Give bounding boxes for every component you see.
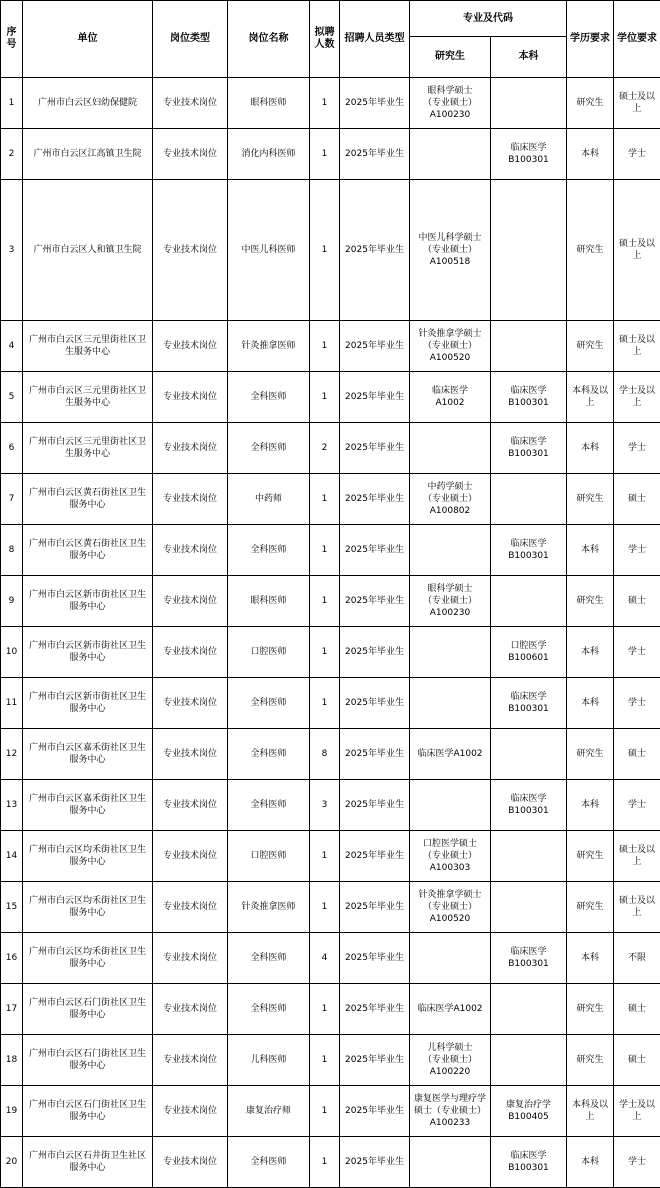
table-row bbox=[1, 129, 660, 180]
table-row bbox=[1, 627, 660, 678]
cell-degree: 学士 bbox=[614, 780, 660, 831]
cell-recruit-type: 2025年毕业生 bbox=[340, 321, 410, 372]
table-row bbox=[1, 321, 660, 372]
cell-education: 研究生 bbox=[567, 321, 614, 372]
cell-count: 1 bbox=[310, 1035, 340, 1086]
cell-education: 研究生 bbox=[567, 831, 614, 882]
cell-undergrad-major bbox=[491, 831, 567, 882]
cell-degree: 硕士 bbox=[614, 474, 660, 525]
table-row bbox=[1, 474, 660, 525]
cell-post-name: 中医儿科医师 bbox=[228, 180, 310, 321]
cell-seq: 17 bbox=[1, 984, 23, 1035]
cell-count: 1 bbox=[310, 882, 340, 933]
cell-post-name: 眼科医师 bbox=[228, 576, 310, 627]
table-row bbox=[1, 984, 660, 1035]
cell-seq: 16 bbox=[1, 933, 23, 984]
cell-graduate-major: 眼科学硕士 （专业硕士） A100230 bbox=[410, 576, 491, 627]
cell-undergrad-major bbox=[491, 474, 567, 525]
cell-degree: 硕士及以上 bbox=[614, 78, 660, 129]
table-row bbox=[1, 1137, 660, 1188]
cell-graduate-major bbox=[410, 423, 491, 474]
table-row bbox=[1, 78, 660, 129]
cell-post-name: 针灸推拿医师 bbox=[228, 321, 310, 372]
cell-undergrad-major bbox=[491, 321, 567, 372]
header-post-type: 岗位类型 bbox=[153, 1, 228, 78]
cell-post-type: 专业技术岗位 bbox=[153, 984, 228, 1035]
cell-seq: 6 bbox=[1, 423, 23, 474]
cell-unit: 广州市白云区石门街社区卫生服务中心 bbox=[23, 984, 153, 1035]
cell-post-type: 专业技术岗位 bbox=[153, 180, 228, 321]
cell-undergrad-major bbox=[491, 882, 567, 933]
cell-unit: 广州市白云区三元里街社区卫生服务中心 bbox=[23, 372, 153, 423]
cell-undergrad-major: 临床医学 B100301 bbox=[491, 780, 567, 831]
cell-undergrad-major: 临床医学 B100301 bbox=[491, 933, 567, 984]
cell-degree: 硕士 bbox=[614, 1035, 660, 1086]
cell-count: 3 bbox=[310, 780, 340, 831]
cell-recruit-type: 2025年毕业生 bbox=[340, 78, 410, 129]
cell-undergrad-major: 临床医学 B100301 bbox=[491, 678, 567, 729]
cell-post-name: 全科医师 bbox=[228, 984, 310, 1035]
table-row bbox=[1, 1086, 660, 1137]
cell-degree: 硕士 bbox=[614, 984, 660, 1035]
cell-seq: 19 bbox=[1, 1086, 23, 1137]
cell-count: 1 bbox=[310, 129, 340, 180]
cell-seq: 11 bbox=[1, 678, 23, 729]
cell-recruit-type: 2025年毕业生 bbox=[340, 1086, 410, 1137]
cell-unit: 广州市白云区嘉禾街社区卫生服务中心 bbox=[23, 780, 153, 831]
cell-count: 1 bbox=[310, 1086, 340, 1137]
cell-recruit-type: 2025年毕业生 bbox=[340, 1035, 410, 1086]
cell-post-type: 专业技术岗位 bbox=[153, 831, 228, 882]
cell-unit: 广州市白云区江高镇卫生院 bbox=[23, 129, 153, 180]
cell-seq: 3 bbox=[1, 180, 23, 321]
header-graduate: 研究生 bbox=[410, 37, 491, 78]
cell-education: 研究生 bbox=[567, 984, 614, 1035]
cell-unit: 广州市白云区三元里街社区卫生服务中心 bbox=[23, 321, 153, 372]
cell-graduate-major bbox=[410, 627, 491, 678]
cell-degree: 不限 bbox=[614, 933, 660, 984]
cell-recruit-type: 2025年毕业生 bbox=[340, 525, 410, 576]
cell-count: 8 bbox=[310, 729, 340, 780]
table-row bbox=[1, 576, 660, 627]
cell-seq: 7 bbox=[1, 474, 23, 525]
cell-undergrad-major bbox=[491, 180, 567, 321]
header-post-name: 岗位名称 bbox=[228, 1, 310, 78]
cell-count: 1 bbox=[310, 180, 340, 321]
cell-recruit-type: 2025年毕业生 bbox=[340, 576, 410, 627]
cell-graduate-major bbox=[410, 678, 491, 729]
cell-count: 4 bbox=[310, 933, 340, 984]
cell-unit: 广州市白云区石门街社区卫生服务中心 bbox=[23, 1086, 153, 1137]
cell-graduate-major bbox=[410, 933, 491, 984]
cell-post-name: 眼科医师 bbox=[228, 78, 310, 129]
cell-recruit-type: 2025年毕业生 bbox=[340, 423, 410, 474]
cell-count: 1 bbox=[310, 78, 340, 129]
cell-seq: 12 bbox=[1, 729, 23, 780]
cell-recruit-type: 2025年毕业生 bbox=[340, 729, 410, 780]
cell-graduate-major: 康复医学与理疗学硕士（专业硕士）A100233 bbox=[410, 1086, 491, 1137]
cell-post-name: 口腔医师 bbox=[228, 627, 310, 678]
cell-count: 1 bbox=[310, 576, 340, 627]
cell-seq: 5 bbox=[1, 372, 23, 423]
cell-count: 1 bbox=[310, 1137, 340, 1188]
header-count: 拟聘人数 bbox=[310, 1, 340, 78]
header-seq: 序号 bbox=[1, 1, 23, 78]
header-unit: 单位 bbox=[23, 1, 153, 78]
table-row bbox=[1, 678, 660, 729]
cell-count: 1 bbox=[310, 831, 340, 882]
cell-graduate-major: 针灸推拿学硕士 （专业硕士） A100520 bbox=[410, 882, 491, 933]
cell-post-type: 专业技术岗位 bbox=[153, 78, 228, 129]
cell-post-type: 专业技术岗位 bbox=[153, 129, 228, 180]
cell-count: 1 bbox=[310, 984, 340, 1035]
cell-unit: 广州市白云区均禾街社区卫生服务中心 bbox=[23, 933, 153, 984]
cell-undergrad-major: 临床医学 B100301 bbox=[491, 129, 567, 180]
cell-post-type: 专业技术岗位 bbox=[153, 729, 228, 780]
header-undergrad: 本科 bbox=[491, 37, 567, 78]
cell-post-name: 康复治疗师 bbox=[228, 1086, 310, 1137]
cell-unit: 广州市白云区均禾街社区卫生服务中心 bbox=[23, 831, 153, 882]
cell-post-type: 专业技术岗位 bbox=[153, 780, 228, 831]
cell-post-type: 专业技术岗位 bbox=[153, 576, 228, 627]
cell-unit: 广州市白云区石井街卫生社区服务中心 bbox=[23, 1137, 153, 1188]
cell-post-type: 专业技术岗位 bbox=[153, 474, 228, 525]
cell-post-name: 全科医师 bbox=[228, 525, 310, 576]
cell-post-type: 专业技术岗位 bbox=[153, 525, 228, 576]
cell-post-name: 口腔医师 bbox=[228, 831, 310, 882]
cell-degree: 学士 bbox=[614, 678, 660, 729]
cell-seq: 18 bbox=[1, 1035, 23, 1086]
cell-count: 1 bbox=[310, 474, 340, 525]
cell-graduate-major bbox=[410, 525, 491, 576]
cell-post-name: 全科医师 bbox=[228, 678, 310, 729]
cell-graduate-major: 临床医学A1002 bbox=[410, 729, 491, 780]
cell-post-name: 全科医师 bbox=[228, 780, 310, 831]
cell-post-type: 专业技术岗位 bbox=[153, 372, 228, 423]
table-row bbox=[1, 882, 660, 933]
cell-degree: 学士 bbox=[614, 627, 660, 678]
cell-degree: 学士及以上 bbox=[614, 372, 660, 423]
cell-undergrad-major: 临床医学 B100301 bbox=[491, 525, 567, 576]
cell-degree: 硕士及以上 bbox=[614, 180, 660, 321]
cell-degree: 硕士及以上 bbox=[614, 321, 660, 372]
cell-unit: 广州市白云区黄石街社区卫生服务中心 bbox=[23, 474, 153, 525]
cell-undergrad-major bbox=[491, 729, 567, 780]
cell-undergrad-major bbox=[491, 984, 567, 1035]
cell-unit: 广州市白云区妇幼保健院 bbox=[23, 78, 153, 129]
table-row bbox=[1, 423, 660, 474]
cell-graduate-major: 针灸推拿学硕士 （专业硕士） A100520 bbox=[410, 321, 491, 372]
table-row bbox=[1, 780, 660, 831]
cell-education: 研究生 bbox=[567, 474, 614, 525]
cell-undergrad-major: 临床医学 B100301 bbox=[491, 423, 567, 474]
cell-count: 1 bbox=[310, 372, 340, 423]
cell-recruit-type: 2025年毕业生 bbox=[340, 780, 410, 831]
cell-recruit-type: 2025年毕业生 bbox=[340, 180, 410, 321]
cell-unit: 广州市白云区嘉禾街社区卫生服务中心 bbox=[23, 729, 153, 780]
cell-post-name: 消化内科医师 bbox=[228, 129, 310, 180]
cell-seq: 9 bbox=[1, 576, 23, 627]
cell-unit: 广州市白云区三元里街社区卫生服务中心 bbox=[23, 423, 153, 474]
cell-graduate-major bbox=[410, 780, 491, 831]
cell-undergrad-major bbox=[491, 576, 567, 627]
table-row bbox=[1, 525, 660, 576]
cell-recruit-type: 2025年毕业生 bbox=[340, 1137, 410, 1188]
cell-education: 本科及以上 bbox=[567, 372, 614, 423]
table-row bbox=[1, 372, 660, 423]
table-row bbox=[1, 180, 660, 321]
header-recruit-type: 招聘人员类型 bbox=[340, 1, 410, 78]
cell-seq: 10 bbox=[1, 627, 23, 678]
cell-degree: 学士 bbox=[614, 1137, 660, 1188]
table-body bbox=[1, 78, 660, 1188]
cell-unit: 广州市白云区新市街社区卫生服务中心 bbox=[23, 576, 153, 627]
cell-post-type: 专业技术岗位 bbox=[153, 627, 228, 678]
table-row bbox=[1, 729, 660, 780]
cell-post-type: 专业技术岗位 bbox=[153, 933, 228, 984]
cell-recruit-type: 2025年毕业生 bbox=[340, 372, 410, 423]
cell-post-type: 专业技术岗位 bbox=[153, 321, 228, 372]
cell-seq: 13 bbox=[1, 780, 23, 831]
cell-post-type: 专业技术岗位 bbox=[153, 1035, 228, 1086]
cell-degree: 硕士及以上 bbox=[614, 882, 660, 933]
cell-undergrad-major bbox=[491, 1035, 567, 1086]
cell-post-type: 专业技术岗位 bbox=[153, 1086, 228, 1137]
header-major-group: 专业及代码 bbox=[410, 1, 567, 37]
cell-education: 本科 bbox=[567, 678, 614, 729]
cell-post-name: 全科医师 bbox=[228, 933, 310, 984]
cell-education: 本科 bbox=[567, 780, 614, 831]
cell-education: 本科及以上 bbox=[567, 1086, 614, 1137]
cell-degree: 学士及以上 bbox=[614, 1086, 660, 1137]
cell-recruit-type: 2025年毕业生 bbox=[340, 984, 410, 1035]
cell-post-type: 专业技术岗位 bbox=[153, 423, 228, 474]
header-education: 学历要求 bbox=[567, 1, 614, 78]
cell-unit: 广州市白云区黄石街社区卫生服务中心 bbox=[23, 525, 153, 576]
cell-education: 本科 bbox=[567, 129, 614, 180]
cell-count: 2 bbox=[310, 423, 340, 474]
cell-post-name: 全科医师 bbox=[228, 1137, 310, 1188]
cell-degree: 硕士 bbox=[614, 729, 660, 780]
cell-unit: 广州市白云区新市街社区卫生服务中心 bbox=[23, 678, 153, 729]
cell-education: 研究生 bbox=[567, 180, 614, 321]
cell-education: 研究生 bbox=[567, 78, 614, 129]
cell-undergrad-major: 临床医学 B100301 bbox=[491, 372, 567, 423]
cell-post-name: 中药师 bbox=[228, 474, 310, 525]
cell-degree: 硕士及以上 bbox=[614, 831, 660, 882]
cell-education: 本科 bbox=[567, 627, 614, 678]
cell-count: 1 bbox=[310, 525, 340, 576]
cell-education: 研究生 bbox=[567, 882, 614, 933]
cell-seq: 8 bbox=[1, 525, 23, 576]
cell-unit: 广州市白云区石门街社区卫生服务中心 bbox=[23, 1035, 153, 1086]
cell-graduate-major: 临床医学A1002 bbox=[410, 984, 491, 1035]
cell-graduate-major bbox=[410, 1137, 491, 1188]
cell-seq: 4 bbox=[1, 321, 23, 372]
cell-seq: 20 bbox=[1, 1137, 23, 1188]
cell-post-name: 儿科医师 bbox=[228, 1035, 310, 1086]
header-degree: 学位要求 bbox=[614, 1, 660, 78]
cell-degree: 学士 bbox=[614, 423, 660, 474]
cell-education: 研究生 bbox=[567, 1035, 614, 1086]
cell-post-type: 专业技术岗位 bbox=[153, 882, 228, 933]
table-row bbox=[1, 1035, 660, 1086]
table-row bbox=[1, 933, 660, 984]
cell-education: 研究生 bbox=[567, 729, 614, 780]
table-header bbox=[1, 1, 660, 78]
cell-recruit-type: 2025年毕业生 bbox=[340, 933, 410, 984]
cell-recruit-type: 2025年毕业生 bbox=[340, 831, 410, 882]
cell-education: 本科 bbox=[567, 1137, 614, 1188]
cell-education: 研究生 bbox=[567, 576, 614, 627]
cell-undergrad-major: 口腔医学 B100601 bbox=[491, 627, 567, 678]
cell-unit: 广州市白云区人和镇卫生院 bbox=[23, 180, 153, 321]
cell-count: 1 bbox=[310, 627, 340, 678]
cell-recruit-type: 2025年毕业生 bbox=[340, 129, 410, 180]
cell-post-type: 专业技术岗位 bbox=[153, 678, 228, 729]
cell-recruit-type: 2025年毕业生 bbox=[340, 678, 410, 729]
cell-education: 本科 bbox=[567, 933, 614, 984]
cell-count: 1 bbox=[310, 678, 340, 729]
cell-graduate-major: 儿科学硕士 （专业硕士） A100220 bbox=[410, 1035, 491, 1086]
cell-post-name: 针灸推拿医师 bbox=[228, 882, 310, 933]
cell-graduate-major bbox=[410, 129, 491, 180]
cell-post-name: 全科医师 bbox=[228, 423, 310, 474]
cell-post-type: 专业技术岗位 bbox=[153, 1137, 228, 1188]
cell-recruit-type: 2025年毕业生 bbox=[340, 882, 410, 933]
cell-post-name: 全科医师 bbox=[228, 729, 310, 780]
cell-degree: 硕士 bbox=[614, 576, 660, 627]
cell-seq: 14 bbox=[1, 831, 23, 882]
cell-degree: 学士 bbox=[614, 525, 660, 576]
cell-undergrad-major: 康复治疗学 B100405 bbox=[491, 1086, 567, 1137]
cell-unit: 广州市白云区新市街社区卫生服务中心 bbox=[23, 627, 153, 678]
cell-graduate-major: 中药学硕士 （专业硕士） A100802 bbox=[410, 474, 491, 525]
cell-graduate-major: 临床医学 A1002 bbox=[410, 372, 491, 423]
cell-count: 1 bbox=[310, 321, 340, 372]
cell-seq: 1 bbox=[1, 78, 23, 129]
table-row bbox=[1, 831, 660, 882]
cell-education: 本科 bbox=[567, 525, 614, 576]
cell-seq: 2 bbox=[1, 129, 23, 180]
cell-undergrad-major: 临床医学 B100301 bbox=[491, 1137, 567, 1188]
cell-graduate-major: 中医儿科学硕士 （专业硕士） A100518 bbox=[410, 180, 491, 321]
cell-education: 本科 bbox=[567, 423, 614, 474]
cell-recruit-type: 2025年毕业生 bbox=[340, 474, 410, 525]
cell-undergrad-major bbox=[491, 78, 567, 129]
cell-recruit-type: 2025年毕业生 bbox=[340, 627, 410, 678]
cell-unit: 广州市白云区均禾街社区卫生服务中心 bbox=[23, 882, 153, 933]
cell-seq: 15 bbox=[1, 882, 23, 933]
cell-post-name: 全科医师 bbox=[228, 372, 310, 423]
cell-graduate-major: 眼科学硕士 （专业硕士） A100230 bbox=[410, 78, 491, 129]
cell-degree: 学士 bbox=[614, 129, 660, 180]
cell-graduate-major: 口腔医学硕士 （专业硕士） A100303 bbox=[410, 831, 491, 882]
